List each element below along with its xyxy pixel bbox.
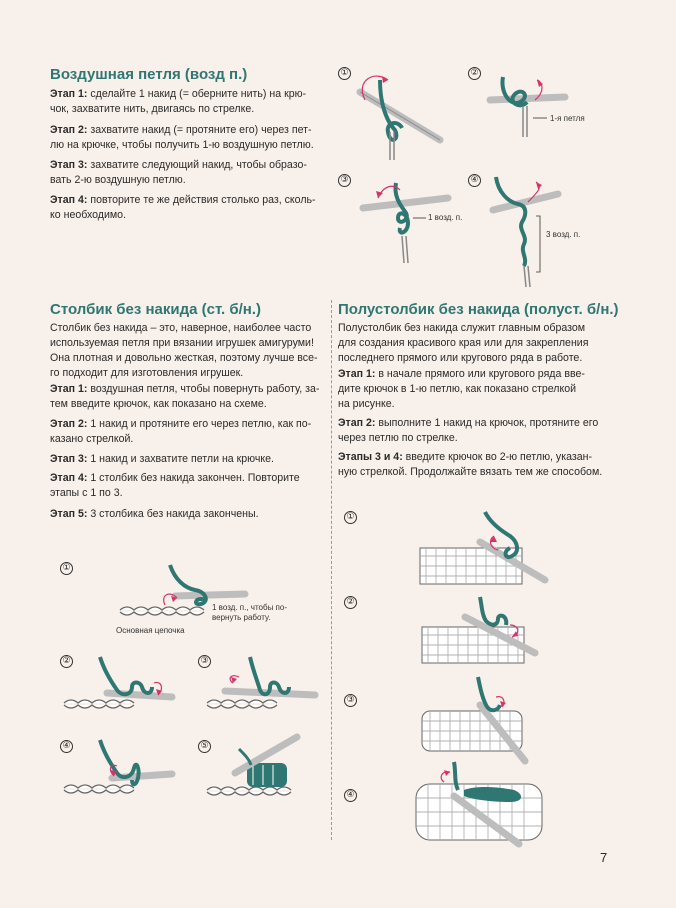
single-crochet-step-4: Этап 4: 1 столбик без накида закончен. Повторите этапы с 1 по 3. <box>50 472 300 499</box>
fig-number: ③ <box>338 174 351 187</box>
chain-step-3: Этап 3: захватите следующий накид, чтобы образо- вать 2-ю воздушную петлю. <box>50 159 307 186</box>
single-crochet-step-2: Этап 2: 1 накид и протяните его через петлю, как по- казано стрелкой. <box>50 418 312 445</box>
slip-stitch-figure-3 <box>420 675 560 765</box>
fig-number: ⑤ <box>198 740 211 753</box>
fig-number: ① <box>60 562 73 575</box>
fig-number: ④ <box>344 789 357 802</box>
label-base-chain: Основная цепочка <box>116 626 185 635</box>
single-crochet-figure-4 <box>62 738 182 798</box>
single-crochet-step-3: Этап 3: 1 накид и захватите петли на крючке. <box>50 453 274 465</box>
section-title-chain: Воздушная петля (возд п.) <box>50 66 248 83</box>
slip-stitch-figure-1 <box>420 510 560 590</box>
page-number: 7 <box>600 850 608 865</box>
fig-number: ① <box>344 511 357 524</box>
single-crochet-figure-2 <box>62 655 182 715</box>
label-three-chain: 3 возд. п. <box>546 230 581 239</box>
label-one-chain: 1 возд. п. <box>428 213 463 222</box>
slip-stitch-figure-4 <box>414 760 554 850</box>
single-crochet-step-1: Этап 1: воздушная петля, чтобы повернуть работу, за- тем введите крючок, как показано на схеме. <box>50 383 320 410</box>
fig-number: ② <box>468 67 481 80</box>
fig-number: ③ <box>198 655 211 668</box>
slip-stitch-figure-2 <box>420 595 560 670</box>
slip-stitch-step-1: Этап 1: в начале прямого или кругового ряда вве- дите крючок в 1-ю петлю, как показано стрелкой на рисунке. <box>338 368 585 410</box>
slip-stitch-intro: Полустолбик без накида служит главным образом для создания красивого края или для закрепления последнего прямого или кругового ряда в работе. <box>338 322 589 364</box>
fig-number: ② <box>60 655 73 668</box>
chain-figure-1 <box>350 70 450 165</box>
section-title-slip-stitch: Полустолбик без накида (полуст. б/н.) <box>338 301 619 318</box>
fig-number: ④ <box>468 174 481 187</box>
section-title-single-crochet: Столбик без накида (ст. б/н.) <box>50 301 262 318</box>
chain-step-4: Этап 4: повторите те же действия столько раз, сколь- ко необходимо. <box>50 194 316 221</box>
label-first-loop: 1-я петля <box>550 114 585 123</box>
chain-figure-3 <box>358 178 468 268</box>
label-turning-chain: 1 возд. п., чтобы по- вернуть работу. <box>212 603 287 622</box>
single-crochet-figure-3 <box>205 655 325 715</box>
chain-step-2: Этап 2: захватите накид (= протяните его) через пет- лю на крючке, чтобы получить 1-ю воздушную петлю. <box>50 124 314 151</box>
chain-step-1: Этап 1: сделайте 1 накид (= оберните нить) на крю- чок, захватите нить, двигаясь по стрелке. <box>50 88 307 115</box>
chain-figure-2 <box>485 72 585 142</box>
column-divider <box>331 300 332 840</box>
slip-stitch-step-2: Этап 2: выполните 1 накид на крючок, протяните его через петлю по стрелке. <box>338 417 599 444</box>
single-crochet-intro: Столбик без накида – это, наверное, наиболее часто используемая петля при вязании игрушек амигуруми! Она плотная и довольно жесткая, поэтому лучше все- го подходит для изготовления игрушек. <box>50 322 318 379</box>
slip-stitch-step-3-4: Этапы 3 и 4: введите крючок во 2-ю петлю, указан- ную стрелкой. Продолжайте вязать тем же способом. <box>338 451 603 478</box>
fig-number: ① <box>338 67 351 80</box>
fig-number: ② <box>344 596 357 609</box>
fig-number: ④ <box>60 740 73 753</box>
single-crochet-step-5: Этап 5: 3 столбика без накида закончены. <box>50 508 259 520</box>
fig-number: ③ <box>344 694 357 707</box>
single-crochet-figure-5 <box>205 735 325 800</box>
